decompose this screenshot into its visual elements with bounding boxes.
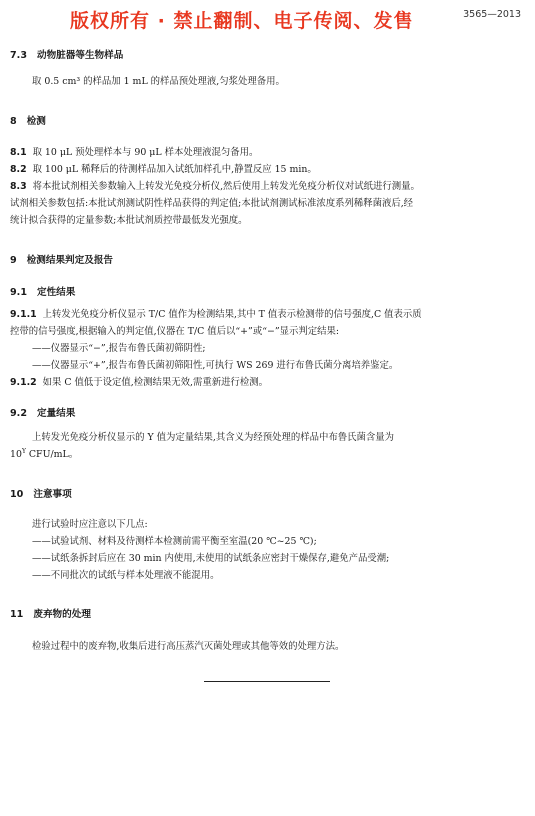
heading-number: 9.1 (10, 287, 27, 298)
heading-number: 7.3 (10, 50, 27, 61)
heading-number: 9 (10, 255, 17, 266)
heading-11 (10, 606, 91, 620)
clause-8-2 (10, 163, 317, 176)
heading-title: 定量结果 (37, 408, 76, 419)
clause-text: 取 100 μL 稀释后的待测样品加入试纸加样孔中,静置反应 15 min。 (32, 164, 317, 175)
heading-9-1 (10, 284, 75, 298)
heading-title: 注意事项 (33, 489, 72, 500)
heading-title: 检测 (26, 116, 46, 127)
clause-number: 8.2 (10, 164, 27, 175)
heading-number: 11 (10, 609, 24, 620)
clause-8-3 (10, 180, 420, 193)
watermark-banner: 版权所有 · 禁止翻制、电子传阅、发售 (70, 10, 414, 32)
heading-number: 9.2 (10, 408, 27, 419)
heading-7-3 (10, 47, 123, 61)
heading-title: 动物脏器等生物样品 (37, 50, 124, 61)
power-base: 10 (10, 449, 22, 460)
heading-10 (10, 486, 72, 500)
paragraph-11: 检验过程中的废弃物,收集后进行高压蒸汽灭菌处理或其他等效的处理方法。 (32, 641, 345, 652)
clause-9-1-2 (10, 376, 268, 389)
clause-8-1 (10, 146, 258, 159)
heading-number: 10 (10, 489, 24, 500)
clause-9-1-1-line2: 控带的信号强度,根据输入的判定值,仪器在 T/C 值后以“+”或“−”显示判定结果: (10, 326, 340, 337)
heading-8 (10, 113, 46, 127)
list-item-positive: ——仪器显示“+”,报告布鲁氏菌初筛阳性,可执行 WS 269 进行布鲁氏菌分离培养鉴定。 (32, 360, 399, 371)
unit-text: CFU/mL。 (25, 449, 79, 460)
paragraph-9-2-line2 (10, 448, 78, 461)
list-item-storage: ——试纸条拆封后应在 30 min 内使用,未使用的试纸条应密封干燥保存,避免产品受潮; (32, 553, 390, 564)
paragraph-10-intro: 进行试验时应注意以下几点: (32, 519, 148, 530)
standard-number: 3565—2013 (463, 9, 521, 20)
clause-8-3-line3: 统计拟合获得的定量参数;本批试剂质控带最低发光强度。 (10, 215, 248, 226)
paragraph-7-3: 取 0.5 cm³ 的样品加 1 mL 的样品预处理液,匀浆处理备用。 (32, 76, 285, 87)
list-item-batch: ——不同批次的试纸与样本处理液不能混用。 (32, 570, 220, 581)
power-exponent: Y (21, 447, 26, 455)
heading-title: 定性结果 (37, 287, 76, 298)
clause-9-1-1 (10, 308, 422, 321)
list-item-room-temp: ——试验试剂、材料及待测样本检测前需平衡至室温(20 ℃~25 ℃); (32, 536, 317, 547)
clause-text: 上转发光免疫分析仪显示 T/C 值作为检测结果,其中 T 值表示检测带的信号强度,C 值表示质 (42, 309, 422, 320)
clause-number: 8.3 (10, 181, 27, 192)
heading-title: 废弃物的处理 (33, 609, 91, 620)
clause-number: 8.1 (10, 147, 27, 158)
clause-text: 如果 C 值低于设定值,检测结果无效,需重新进行检测。 (42, 377, 269, 388)
clause-number: 9.1.1 (10, 309, 37, 320)
heading-9 (10, 252, 113, 266)
list-item-negative: ——仪器显示“−”,报告布鲁氏菌初筛阴性; (32, 343, 206, 354)
clause-8-3-line2: 试剂相关参数包括:本批试剂测试阴性样品获得的判定值;本批试剂测试标准浓度系列稀释菌液后,经 (10, 198, 414, 209)
heading-9-2 (10, 405, 75, 419)
clause-number: 9.1.2 (10, 377, 37, 388)
clause-text: 将本批试剂相关参数输入上转发光免疫分析仪,然后使用上转发光免疫分析仪对试纸进行测量。 (32, 181, 420, 192)
end-rule (204, 681, 330, 682)
paragraph-9-2: 上转发光免疫分析仪显示的 Y 值为定量结果,其含义为经预处理的样品中布鲁氏菌含量为 (32, 432, 395, 443)
heading-title: 检测结果判定及报告 (26, 255, 114, 266)
clause-text: 取 10 μL 预处理样本与 90 μL 样本处理液混匀备用。 (32, 147, 259, 158)
heading-number: 8 (10, 116, 17, 127)
